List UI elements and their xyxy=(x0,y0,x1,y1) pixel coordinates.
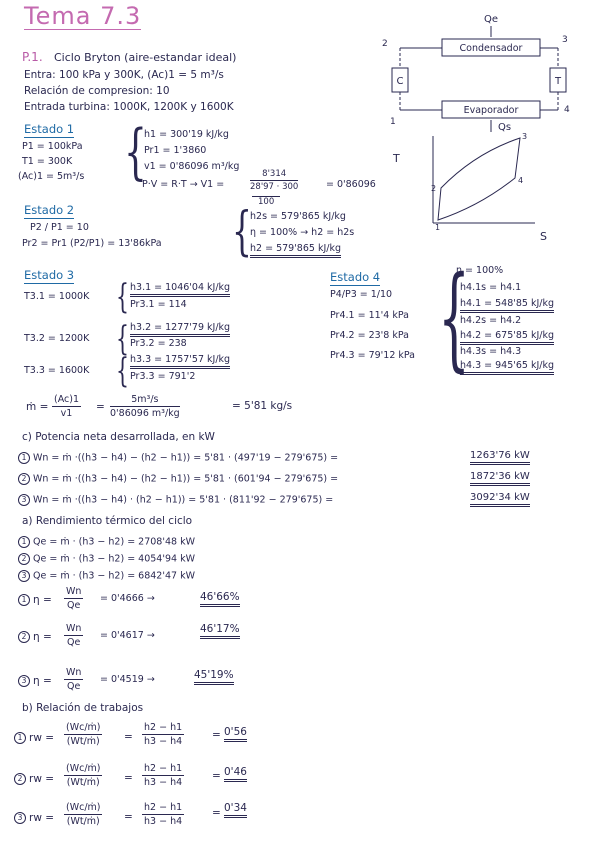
turbine-label: T xyxy=(554,76,562,87)
eta-wn-2: Wn xyxy=(66,623,82,634)
rw-row-1 xyxy=(14,732,54,744)
rw-h2h1-3: h2 − h1 xyxy=(144,802,183,813)
estado-2-h2s: h2s = 579'865 kJ/kg xyxy=(250,211,346,222)
estado-1-v1: v1 = 0'86096 m³/kg xyxy=(144,161,240,172)
compressor-label: C xyxy=(396,76,404,87)
circle-number-1: 1 xyxy=(18,594,30,606)
part-c-eq-3: Wn = ṁ ·((h3 − h4) · (h2 − h1)) = 5'81 · (811'92 − 279'675) = xyxy=(33,494,334,506)
part-c-eq-1: Wn = ṁ ·((h3 − h4) − (h2 − h1)) = 5'81 · (497'19 − 279'675) = xyxy=(33,452,339,464)
problem-line-3: Entrada turbina: 1000K, 1200K y 1600K xyxy=(24,101,234,113)
v1-denominator: 100 xyxy=(252,196,280,207)
rw-wc-2: (Wc/ṁ) xyxy=(66,763,101,774)
eta-value-1: = 0'4666 → xyxy=(100,593,155,604)
estado-4-title: Estado 4 xyxy=(330,270,381,284)
rw-h3h4-2: h3 − h4 xyxy=(144,777,183,788)
page-title: Tema 7.3 xyxy=(24,2,142,30)
estado-2-ratio: P2 / P1 = 10 xyxy=(30,222,89,233)
circle-number-2: 2 xyxy=(18,473,30,485)
mass-flow-num1: (Ac)1 xyxy=(54,394,80,405)
part-a-qe-row-2 xyxy=(18,553,195,565)
mass-flow-den1: v1 xyxy=(60,408,73,419)
circle-number-1: 1 xyxy=(18,536,30,548)
estado-1-title: Estado 1 xyxy=(24,122,75,136)
part-c-result-1: 1263'76 kW xyxy=(470,451,530,465)
eta-wn-1: Wn xyxy=(66,586,82,597)
node-1: 1 xyxy=(390,117,396,127)
brayton-schematic xyxy=(370,6,585,136)
mass-flow-num2: 5m³/s xyxy=(110,394,180,407)
node-4: 4 xyxy=(564,105,570,115)
rw-symbol-3: rw = xyxy=(29,812,55,824)
part-a-qe-row-3 xyxy=(18,570,195,582)
eta-symbol-1: η = xyxy=(33,594,52,606)
mass-flow-eq: = xyxy=(96,401,105,413)
mass-flow-den2: 0'86096 m³/kg xyxy=(110,408,180,419)
estado-2-pr2: Pr2 = Pr1 (P2/P1) = 13'86kPa xyxy=(22,238,162,249)
rw-wt-2: (Wt/ṁ) xyxy=(66,777,100,788)
part-b-title: b) Relación de trabajos xyxy=(22,702,144,714)
ts-point-4: 4 xyxy=(518,176,524,185)
estado-1-t1: T1 = 300K xyxy=(22,156,73,167)
part-a-qe-1: Qe = ṁ · (h3 − h2) = 2708'48 kW xyxy=(33,536,195,548)
ts-point-2: 2 xyxy=(431,184,437,193)
rw-row-2 xyxy=(14,773,54,785)
estado-3-pr33: Pr3.3 = 791'2 xyxy=(130,371,196,382)
part-c-result-2: 1872'36 kW xyxy=(470,472,530,486)
estado-3-h33: h3.3 = 1757'57 kJ/kg xyxy=(130,355,230,369)
circle-number-2: 2 xyxy=(18,631,30,643)
problem-line-1: Entra: 100 kPa y 300K, (Ac)1 = 5 m³/s xyxy=(24,69,224,81)
rw-wt-3: (Wt/ṁ) xyxy=(66,816,100,827)
ts-point-1: 1 xyxy=(435,223,441,232)
estado-4-ratio: P4/P3 = 1/10 xyxy=(330,289,393,300)
part-a-title: a) Rendimiento térmico del ciclo xyxy=(22,515,193,527)
part-c-row-2 xyxy=(18,473,338,485)
part-c-title: c) Potencia neta desarrollada, en kW xyxy=(22,431,215,443)
part-c-eq-2: Wn = ṁ ·((h3 − h4) − (h2 − h1)) = 5'81 · (601'94 − 279'675) = xyxy=(33,473,339,485)
ts-point-3: 3 xyxy=(522,132,528,141)
eta-result-3: 45'19% xyxy=(194,670,234,685)
rw-symbol-2: rw = xyxy=(29,773,55,785)
problem-line-2: Relación de compresion: 10 xyxy=(24,85,170,97)
rw-result-2: 0'46 xyxy=(224,767,247,782)
rw-h3h4-3: h3 − h4 xyxy=(144,816,183,827)
part-a-qe-2: Qe = ṁ · (h3 − h2) = 4054'94 kW xyxy=(33,553,195,565)
circle-number-2: 2 xyxy=(14,773,26,785)
circle-number-3: 3 xyxy=(18,494,30,506)
rw-wc-3: (Wc/ṁ) xyxy=(66,802,101,813)
node-2: 2 xyxy=(382,39,388,49)
eta-result-2: 46'17% xyxy=(200,624,240,639)
part-c-result-3: 3092'34 kW xyxy=(470,493,530,507)
estado-2-eta: η = 100% → h2 = h2s xyxy=(250,227,355,238)
condensador-label: Condensador xyxy=(459,43,523,54)
estado-4-pr42: Pr4.2 = 23'8 kPa xyxy=(330,330,409,341)
estado-4-eta: η = 100% xyxy=(456,265,504,276)
circle-number-3: 3 xyxy=(18,675,30,687)
eta-qe-2: Qe xyxy=(67,637,81,648)
ts-diagram xyxy=(385,128,560,248)
estado-1-v1-result: = 0'86096 xyxy=(326,179,376,190)
rw-result-3: 0'34 xyxy=(224,803,247,818)
qe-label: Qe xyxy=(483,14,499,25)
v1-numerator: 8'314 xyxy=(250,169,298,181)
estado-4-pr43: Pr4.3 = 79'12 kPa xyxy=(330,350,416,361)
part-a-qe-row-1 xyxy=(18,536,195,548)
mass-flow-result: = 5'81 kg/s xyxy=(232,400,293,412)
eta-qe-1: Qe xyxy=(67,600,81,611)
estado-2-h2: h2 = 579'865 kJ/kg xyxy=(250,244,341,258)
estado-3-t31: T3.1 = 1000K xyxy=(24,291,90,302)
estado-4-h43s: h4.3s = h4.3 xyxy=(460,346,522,357)
node-3: 3 xyxy=(562,35,568,45)
problem-name: Ciclo Bryton (aire-estandar ideal) xyxy=(54,51,237,64)
estado-4-h42s: h4.2s = h4.2 xyxy=(460,315,522,326)
eta-symbol-3: η = xyxy=(33,675,52,687)
estado-4-h42: h4.2 = 675'85 kJ/kg xyxy=(460,331,554,345)
mass-flow-lhs: ṁ = xyxy=(26,401,49,413)
estado-4-h41: h4.1 = 548'85 kJ/kg xyxy=(460,299,554,313)
estado-1-h1: h1 = 300'19 kJ/kg xyxy=(144,129,229,140)
estado-3-pr31: Pr3.1 = 114 xyxy=(130,299,187,310)
qs-label: Qs xyxy=(498,122,512,133)
estado-4-h43: h4.3 = 945'65 kJ/kg xyxy=(460,361,554,375)
estado-3-pr32: Pr3.2 = 238 xyxy=(130,338,187,349)
part-c-row-1 xyxy=(18,452,338,464)
estado-4-pr41: Pr4.1 = 11'4 kPa xyxy=(330,310,409,321)
estado-3-t33: T3.3 = 1600K xyxy=(24,365,90,376)
estado-1-ac1: (Ac)1 = 5m³/s xyxy=(18,171,85,182)
rw-h2h1-1: h2 − h1 xyxy=(144,722,183,733)
rw-h2h1-2: h2 − h1 xyxy=(144,763,183,774)
estado-3-t32: T3.2 = 1200K xyxy=(24,333,90,344)
ts-s-axis: S xyxy=(540,230,547,243)
estado-1-pr1: Pr1 = 1'3860 xyxy=(144,145,207,156)
eta-wn-3: Wn xyxy=(66,667,82,678)
circle-number-1: 1 xyxy=(18,452,30,464)
rw-symbol-1: rw = xyxy=(29,732,55,744)
eta-row-3 xyxy=(18,675,52,687)
eta-qe-3: Qe xyxy=(67,681,81,692)
rw-wt-1: (Wt/ṁ) xyxy=(66,736,100,747)
problem-label: P.1. xyxy=(22,50,43,64)
evaporador-label: Evaporador xyxy=(463,105,519,116)
rw-h3h4-1: h3 − h4 xyxy=(144,736,183,747)
estado-2-title: Estado 2 xyxy=(24,203,75,217)
circle-number-3: 3 xyxy=(14,812,26,824)
part-a-qe-3: Qe = ṁ · (h3 − h2) = 6842'47 kW xyxy=(33,570,195,582)
rw-wc-1: (Wc/ṁ) xyxy=(66,722,101,733)
eta-result-1: 46'66% xyxy=(200,592,240,607)
circle-number-2: 2 xyxy=(18,553,30,565)
circle-number-1: 1 xyxy=(14,732,26,744)
rw-row-3 xyxy=(14,812,54,824)
circle-number-3: 3 xyxy=(18,570,30,582)
eta-value-3: = 0'4519 → xyxy=(100,674,155,685)
estado-3-h32: h3.2 = 1277'79 kJ/kg xyxy=(130,323,230,337)
eta-symbol-2: η = xyxy=(33,631,52,643)
eta-row-2 xyxy=(18,631,52,643)
estado-1-pvrt: P·V = R·T → V1 = xyxy=(142,179,225,190)
estado-3-h31: h3.1 = 1046'04 kJ/kg xyxy=(130,283,230,297)
eta-value-2: = 0'4617 → xyxy=(100,630,155,641)
estado-4-h41s: h4.1s = h4.1 xyxy=(460,282,522,293)
estado-3-title: Estado 3 xyxy=(24,268,75,282)
rw-result-1: 0'56 xyxy=(224,727,247,742)
v1-molar: 28'97 · 300 xyxy=(250,182,299,192)
eta-row-1 xyxy=(18,594,52,606)
part-c-row-3 xyxy=(18,494,333,506)
estado-1-p1: P1 = 100kPa xyxy=(22,141,83,152)
ts-t-axis: T xyxy=(393,152,400,165)
